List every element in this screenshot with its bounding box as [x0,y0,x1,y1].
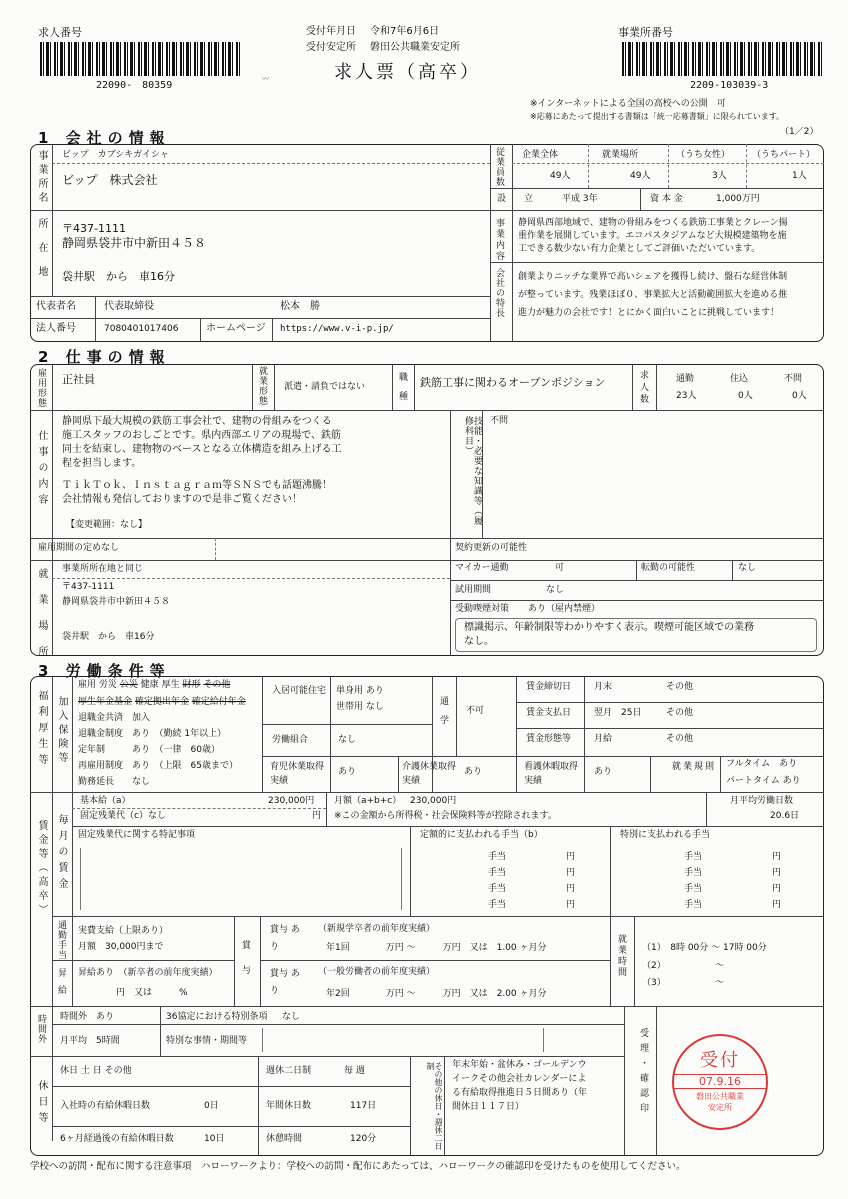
monthly-total: 230,000円 [410,796,457,806]
renewal-label: 契約更新の可能性 [455,543,528,553]
job-no: 22090- 80359 [96,80,173,91]
emp-header-site: 就業場所 [602,150,639,160]
job-no-label: 求人番号 [38,26,82,39]
company-address-label: 所在地 [36,218,47,290]
capital: 1,000万円 [716,194,760,204]
nursing-label: 介護休業取得実績 [402,762,457,787]
stamp-top: 受付 [700,1050,740,1071]
feature-line-1: 創業よりニッチな業界で高いシェアを獲得し続け、盤石な経営体制 [518,272,788,282]
commute-label: 通学 [438,696,448,734]
emp-type: 正社員 [62,373,95,386]
allow-b-3: 手当 円 [488,884,576,894]
section-company-title: 1 会社の情報 [38,129,171,147]
special-label: 36協定における特別条項 [166,1012,268,1022]
raise: 昇給あり （新卒者の前年度実績） [78,968,218,978]
page-title: 求人票（高卒） [334,62,481,83]
stamp-date: 07.9.16 [674,1074,766,1089]
content-label: 仕事の内容 [36,430,47,510]
raise-label: 昇給 [56,968,66,1002]
other-holiday-label: その他の休日・週休二日制 [426,1062,443,1150]
business-line-3: 工できる数少ない有力企業としてご評価いただいています。 [518,244,761,254]
wage-close-other: その他 [666,682,694,692]
bonus1-label: 賞与 あり [270,925,300,953]
footer-note: 学校への訪問・配布に関する注意事項 ハローワークより：学校への訪問・配布にあたっては、ハローワークの確認印を受けたものを使用してください。 [30,1161,686,1172]
other-holiday-1: 年末年始・盆休み・ゴールデンウ [452,1060,587,1070]
hp-label: ホームページ [206,323,266,334]
extension: 勤務延長 なし [78,777,151,787]
workplace-postal: 〒437-1111 [62,582,115,592]
openings-live: 0人 [738,391,753,401]
establishment-barcode [622,42,822,76]
trial-label: 試用期間 [455,585,492,595]
office-label: 受付安定所 [306,42,356,53]
special-case-box [262,1028,544,1052]
insurance-label: 加入保険等 [56,696,67,766]
holidays-label: 休日等 [36,1080,47,1128]
union-label: 労働組合 [272,735,309,745]
emp-header-all: 企業全体 [522,150,559,160]
housing-family: 世帯用 なし [336,702,384,712]
wage-label: 賃金等（高卒） [36,820,47,918]
fixed-ot-note-box [80,848,402,910]
break-label: 休憩時間 [266,1134,303,1144]
commute: 不可 [466,706,485,716]
business-line-1: 静岡県西部地域で、建物の骨組みをつくる鉄筋工事業とクレーン揚 [518,218,788,228]
paid-start: 0日 [204,1101,219,1111]
wage-form-other: その他 [666,734,694,744]
smoking: あり（屋内禁煙） [528,604,601,614]
establishment-no: 2209-103039-3 [690,80,769,91]
wage-pay-label: 賃金支払日 [526,708,572,718]
stamp-office-1: 磐田公共職業 [696,1092,744,1101]
other-holiday-4: 間休日１１７日） [452,1102,525,1112]
work-form-label: 就業形態 [257,366,267,406]
paid-6m: 10日 [204,1134,225,1144]
hellowork-logo: 〰 [262,75,269,83]
base-value: 230,000円 [268,796,315,806]
paid-6m-label: 6ヶ月経過後の有給休暇日数 [60,1134,174,1144]
smoking-note-2: なし。 [464,636,494,647]
fixed-ot-note-label: 固定残業代に関する特記事項 [78,830,196,840]
childcare: あり [338,767,357,777]
transfer-label: 転勤の可能性 [641,563,696,573]
smoking-note-1: 標識掲示、年齢制限等わかりやすく表示。喫煙可能区域での業務 [464,622,754,633]
term-label: 雇用期間の定めなし [38,543,120,553]
corp-no: 7080401017406 [104,324,179,334]
company-name: ビップ 株式会社 [62,173,158,187]
received-date-label: 受付年月日 [306,26,356,37]
wage-pay: 翌月 25日 [594,708,642,718]
feature-line-2: が整っています。残業ほぼ０、事業拡大と活動範囲拡大を進める推 [518,290,788,300]
emp-all: 49人 [550,171,571,181]
allow-sp-2: 手当 円 [684,868,782,878]
wage-close: 月末 [594,682,613,692]
overtime-label: 時間外 [36,1014,46,1044]
openings-label: 求人数 [638,370,648,406]
allow-sp-1: 手当 円 [684,852,782,862]
workplace-address: 静岡県袋井市中新田４５８ [62,597,171,607]
openings-live-h: 住込 [730,374,749,384]
section-labor-title: 3 労働条件等 [38,662,171,680]
bonus2-label: 賞与 あり [270,969,300,997]
hours-label: 就業時間 [616,934,626,978]
company-name-label: 事業所名 [36,150,47,206]
occupation: 鉄筋工事に関わるオープンポジション [420,376,606,389]
business-line-2: 重作業を展開しています。エコパスタジアムなど大規模建築物を施 [518,231,787,241]
allow-b-label: 定額的に支払われる手当（b） [420,830,543,840]
fixed-ot-unit: 円 [312,811,322,821]
skills-label: 技能・必要な知識等（履修科目） [463,416,482,526]
emp-part: 1人 [792,171,807,181]
avg-days-label: 月平均労働日数 [730,796,794,806]
content-line-6: ＴｉｋＴｏｋ、Ｉｎｓｔａｇｒａｍ等ＳＮＳでも話題沸騰！ [62,480,332,491]
car: 可 [555,563,565,573]
rules-full: フルタイム あり [726,759,798,769]
workplace-same: 事業所所在地と同じ [62,564,144,574]
openings-any: 0人 [792,391,807,401]
bonus1-note: （新規学卒者の前年度実績） [318,924,436,934]
emp-header-part: （うちパート） [752,150,816,160]
company-postal: 〒437-1111 [62,222,126,235]
content-line-3: 同士を結束し、建物物のベースとなる立体構造を組み上げる工 [62,444,342,455]
company-access: 袋井駅 から 車16分 [62,270,175,283]
change-scope: 【変更範囲：なし】 [66,520,148,530]
feature-line-3: 進力が魅力の会社です！とにかく面白いことに挑戦しています！ [518,308,780,318]
special-case-label: 特別な事情・期間等 [166,1036,248,1046]
housing-label: 入居可能住宅 [272,686,327,696]
employees-label: 従業員数 [494,147,504,187]
bonus-label: 賞与 [240,940,250,990]
rules-part: パートタイム あり [726,776,801,786]
wage-pay-other: その他 [666,708,694,718]
emp-female: 3人 [712,171,727,181]
welfare-label: 福利厚生等 [36,690,47,770]
stamp-office-2: 安定所 [708,1103,732,1112]
openings-commute: 23人 [676,391,697,401]
workplace-label: 就業場所 [36,568,47,672]
bonus1-line: 年1回 万円 ～ 万円 又は 1.00 ヶ月分 [326,943,547,953]
two-day-label: 週休二日制 [266,1066,312,1076]
paid-start-label: 入社時の有給休暇日数 [60,1101,151,1111]
transport-amount: 月額 30,000円まで [78,942,164,952]
transport: 実費支給（上限あり） [78,926,169,936]
allow-b-4: 手当 円 [488,900,576,910]
transport-label: 通勤手当 [56,920,66,960]
union: なし [338,735,357,745]
business-label: 事業内容 [494,218,504,262]
company-address: 静岡県袋井市中新田４５８ [62,236,207,250]
received-date: 令和7年6月6日 [370,26,440,37]
retire-age: 定年制 あり （一律 60歳） [78,745,220,755]
rep-label: 代表者名 [36,301,76,312]
care-leave-label: 看護休暇取得実績 [524,762,579,787]
wage-form-label: 賃金形態等 [526,734,572,744]
ins-line-1: 雇用 労災 公災 健康 厚生 財形 その他 [78,680,231,690]
work-form: 派遣・請負ではない [284,382,366,392]
tax-note: ※この金額から所得税・社会保険料等が控除されます。 [334,811,557,821]
workplace-access: 袋井駅 から 車16分 [62,632,155,642]
avg-days: 20.6日 [770,811,800,821]
two-day: 毎 週 [344,1066,365,1076]
openings-any-h: 不問 [784,374,803,384]
page-number: （1／2） [780,127,819,137]
other-holiday-3: る有給取得推進日５日間あり（年 [452,1088,588,1098]
monthly-total-label: 月額（a+b+c） [334,796,402,806]
holiday: 休日 土 日 その他 [60,1066,132,1076]
emp-header-female: （うち女性） [676,150,731,160]
other-holiday-2: イークその他会社カレンダーによ [452,1074,587,1084]
rep-title: 代表取締役 [104,301,154,312]
rehire: 再雇用制度 あり （上限 65歳まで） [78,761,238,771]
internet-note: ※インターネットによる全国の高校への公開 可 [530,99,726,109]
content-line-1: 静岡県下最大規模の鉄筋工事会社で、建物の骨組みをつくる [62,416,332,427]
raise-amount: 円 又は % [116,988,188,998]
retire-system: 退職金制度 あり （勤続 1年以上） [78,729,227,739]
office: 磐田公共職業安定所 [370,42,460,53]
smoking-label: 受動喫煙対策 [455,604,510,614]
founded-label: 設 立 [497,194,534,204]
allow-sp-3: 手当 円 [684,884,782,894]
monthly-label: 毎月の賃金 [56,814,67,894]
overtime: 時間外 あり [60,1012,115,1022]
emp-site: 49人 [630,171,651,181]
fixed-ot-label: 固定残業代（c）なし [80,811,166,821]
wage-close-label: 賃金締切日 [526,682,572,692]
capital-label: 資 本 金 [650,194,683,204]
hours-3: （3） ～ [642,978,725,988]
hours-1: （1） 8時 00分 ～ 17時 00分 [642,943,767,953]
special: なし [282,1012,301,1022]
content-line-4: 程を担当します。 [62,458,142,469]
hp-link[interactable]: https://www.v-i-p.jp/ [280,324,394,334]
allow-b-2: 手当 円 [488,868,576,878]
bonus2-line: 年2回 万円 ～ 万円 又は 2.00 ヶ月分 [326,989,547,999]
job-box [30,364,824,656]
bonus2-note: （一般労働者の前年度実績） [318,967,436,977]
skills: 不問 [490,416,509,426]
allow-sp-label: 特別に支払われる手当 [620,830,711,840]
establishment-no-label: 事業所番号 [618,26,673,39]
receipt-label: 受理・確認印 [638,1028,648,1118]
rules-label: 就業規則 [672,762,717,772]
retire-mutual: 退職金共済 加入 [78,713,151,723]
transfer: なし [738,563,757,573]
annual-label: 年間休日数 [266,1101,312,1111]
section-job-title: 2 仕事の情報 [38,348,171,366]
founded: 平成 3年 [562,194,598,204]
break: 120分 [350,1134,377,1144]
car-label: マイカー通勤 [455,563,509,573]
job-no-barcode [40,42,240,76]
feature-label: 会社の特長 [494,268,504,318]
occupation-label: 職種 [397,372,407,410]
rep-name: 松本 勝 [280,301,320,312]
openings-commute-h: 通勤 [676,374,695,384]
childcare-label: 育児休業取得実績 [270,762,325,787]
ins-line-2: 厚生年金基金 確定拠出年金 確定給付年金 [78,697,246,707]
content-line-2: 施工スタッフのおしごとです。県内西部エリアの現場で、鉄筋 [62,430,341,441]
allow-sp-4: 手当 円 [684,900,782,910]
corp-no-label: 法人番号 [36,323,76,334]
company-kana: ビップ カブシキガイシャ [62,150,169,160]
care-leave: あり [594,767,613,777]
housing-single: 単身用 あり [336,686,384,696]
hours-2: （2） ～ [642,961,725,971]
trial: なし [546,585,565,595]
wage-form: 月給 [594,734,613,744]
nursing: あり [464,767,483,777]
emp-type-label: 雇用形態 [36,368,46,408]
base-label: 基本給（a） [80,796,131,806]
document-note: ※応募にあたって提出する書類は「統一応募書類」に限られています。 [530,112,785,121]
allow-b-1: 手当 円 [488,852,576,862]
overtime-avg: 月平均 5時間 [60,1036,120,1046]
receipt-stamp [672,1034,768,1130]
annual: 117日 [350,1101,377,1111]
content-line-7: 会社情報も発信しておりますので是非ご覧ください！ [62,494,302,505]
